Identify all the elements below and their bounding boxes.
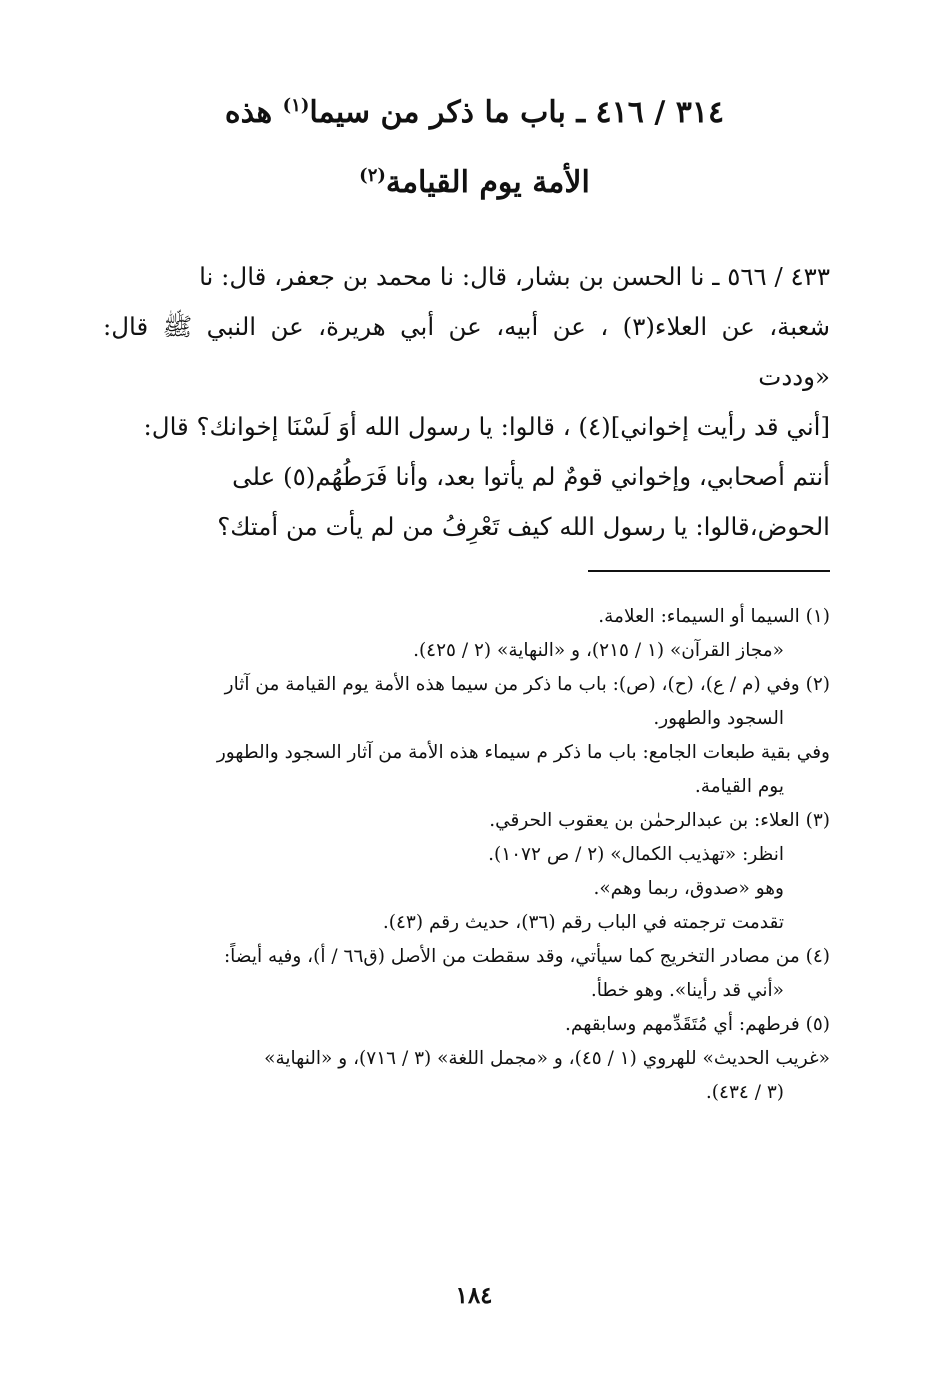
footnote-2-cont: السجود والطهور. (653, 708, 784, 729)
footnote-3-ref: انظر: «تهذيب الكمال» (٢ / ص ١٠٧٢). (488, 844, 784, 865)
footnote-ref-2: (٢) (359, 165, 386, 186)
chapter-heading-line-1 (160, 95, 789, 130)
footnote-2: (٢) وفي (م / ع)، (ح)، (ص): باب ما ذكر من سيما هذه الأمة يوم القيامة من آثار (224, 674, 830, 695)
footnote-4: (٤) من مصادر التخريج كما سيأتي، وقد سقطت من الأصل (ق٦٦ / أ)، وفيه أيضاً: (223, 946, 830, 967)
footnote-5-sources-cont: (٣ / ٤٣٤). (705, 1082, 784, 1103)
footnote-4-cont: «أني قد رأينا». وهو خطأ. (590, 980, 784, 1001)
body-line: ٤٣٣ / ٥٦٦ ـ نا الحسن بن بشار، قال: نا محمد بن جعفر، قال: نا (199, 262, 830, 291)
footnote-separator (588, 570, 830, 572)
footnotes (105, 600, 830, 1110)
footnote-3-cross-ref: تقدمت ترجمته في الباب رقم (٣٦)، حديث رقم (٤٣). (382, 912, 784, 933)
chapter-heading-tail: هذه (224, 95, 273, 130)
chapter-heading-text-2: الأمة يوم القيامة (385, 165, 590, 200)
body-line: [أني قد رأيت إخواني](٤) ، قالوا: يا رسول الله أوَ لَسْنَا إخوانك؟ قال: (143, 412, 830, 441)
footnote-2-variant: وفي بقية طبعات الجامع: باب ما ذكر م سيماء هذه الأمة من آثار السجود والطهور (216, 742, 830, 763)
body-line: شعبة، عن العلاء(٣) ، عن أبيه، عن أبي هريرة، عن النبي ﷺ قال: «وددت (103, 312, 830, 391)
footnote-3: (٣) العلاء: بن عبدالرحمٰن بن يعقوب الحرقي. (489, 810, 830, 831)
page-number: ١٨٤ (455, 1282, 493, 1309)
footnote-ref-1: (١) (282, 95, 310, 116)
body-line: أنتم أصحابي، وإخواني قومٌ لم يأتوا بعد، وأنا فَرَطُهُم(٥) على (232, 462, 830, 491)
chapter-heading-line-2 (160, 165, 789, 200)
hadith-text (103, 252, 830, 552)
footnote-2-variant-cont: يوم القيامة. (694, 776, 784, 797)
body-line: الحوض،قالوا: يا رسول الله كيف تَعْرِفُ من لم يأت من أمتك؟ (217, 512, 830, 541)
footnote-1: (١) السيما أو السيماء: العلامة. (598, 606, 830, 627)
footnote-5: (٥) فرطهم: أي مُتَقَدِّمهم وسابقهم. (565, 1014, 830, 1035)
footnote-5-sources: «غريب الحديث» للهروي (١ / ٤٥)، و «مجمل اللغة» (٣ / ٧١٦)، و «النهاية» (264, 1048, 830, 1069)
footnote-3-grade: وهو «صدوق، ربما وهم». (593, 878, 784, 899)
chapter-heading-text: ٣١٤ / ٤١٦ ـ باب ما ذكر من سيما (309, 95, 725, 130)
footnote-1-source: «مجاز القرآن» (١ / ٢١٥)، و «النهاية» (٢ / ٤٢٥). (413, 640, 784, 661)
